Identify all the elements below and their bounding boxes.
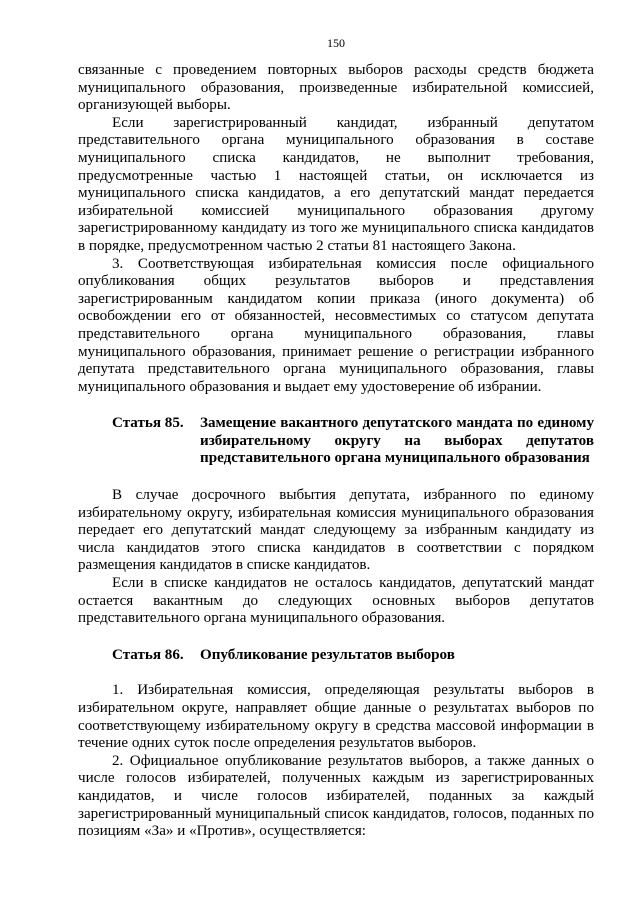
paragraph-continuation: связанные с проведением повторных выборов расходы средств бюджета муниципального образования, произведенные избирательной комиссией, организующей выборы.	[78, 62, 594, 114]
paragraph-registration-decision: 3. Соответствующая избирательная комиссия после официального опубликования общих результатов выборов и представления зарегистрированным кандидатом копии приказа (иного документа) об освобождении его от обязанностей, несовместимых со статусом депутата представительного органа муниципального образования, главы муниципального образования, принимает решение о регистрации избранного депутата представительного органа муниципального образования, главы муниципального образования и выдает ему удостоверение об избрании.	[78, 255, 594, 395]
article-85-paragraph-2: Если в списке кандидатов не осталось кандидатов, депутатский мандат остается вакантным до следующих основных выборов депутатов представительного органа муниципального образования.	[78, 575, 594, 627]
article-86-paragraph-1: 1. Избирательная комиссия, определяющая результаты выборов в избирательном округе, направляет общие данные о результатах выборов по соответствующему избирательному округу в средства массовой информации в течение одних суток после определения результатов выборов.	[78, 682, 594, 752]
paragraph-mandate-transfer: Если зарегистрированный кандидат, избранный депутатом представительного органа муниципального образования в составе муниципального списка кандидатов, не выполнит требования, предусмотренные частью 1 настоящей статьи, он исключается из муниципального списка кандидатов, а его депутатский мандат передается избирательной комиссией муниципального образования другому зарегистрированному кандидату из того же муниципального списка кандидатов в порядке, предусмотренном частью 2 статьи 81 настоящего Закона.	[78, 114, 594, 254]
article-85-heading	[112, 415, 594, 468]
article-85-number: Статья 85.	[112, 415, 184, 432]
article-86-paragraph-2: 2. Официальное опубликование результатов выборов, а также данных о числе голосов избирателей, полученных каждым из зарегистрированных кандидатов, и числе голосов избирателей, поданных за каждый зарегистрированный муниципальный список кандидатов, голосов, поданных по позициям «За» и «Против», осуществляется:	[78, 752, 594, 840]
article-86-heading	[112, 647, 594, 665]
page-number: 150	[327, 36, 345, 50]
article-85-paragraph-1: В случае досрочного выбытия депутата, избранного по единому избирательному округу, избирательная комиссия муниципального образования передает его депутатский мандат следующему за избранным кандидату из числа кандидатов этого списка кандидатов в соответствии с порядком размещения кандидатов в списке кандидатов.	[78, 487, 594, 574]
article-86-title: Опубликование результатов выборов	[200, 646, 455, 663]
article-85-title: Замещение вакантного депутатского мандата по единому избирательному округу на выборах депутатов представительного органа муниципального образования	[200, 415, 594, 467]
article-86-number: Статья 86.	[112, 646, 184, 663]
